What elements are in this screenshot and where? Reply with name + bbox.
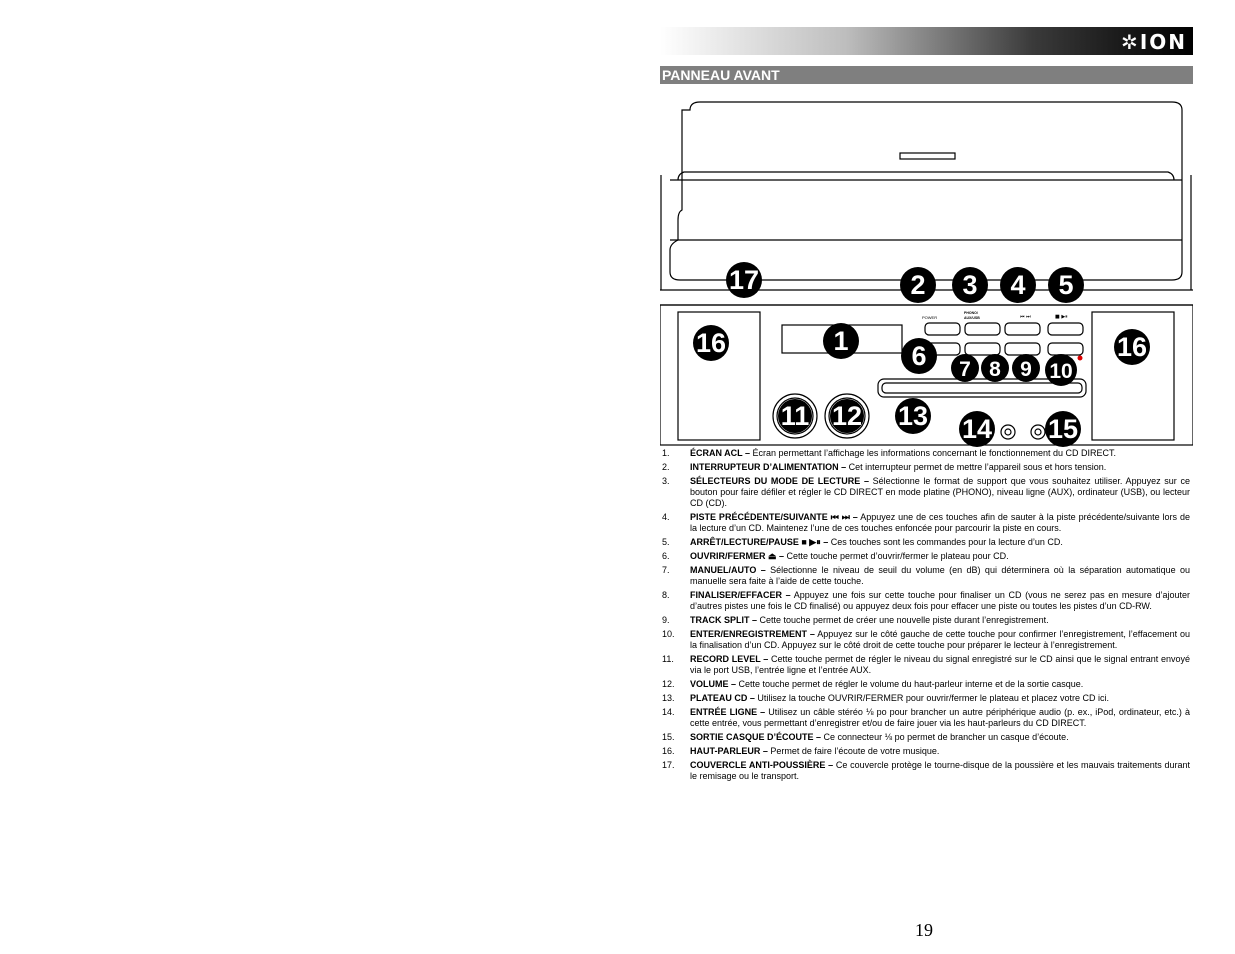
callout-16-right xyxy=(1114,329,1150,365)
list-item: 2. INTERRUPTEUR D’ALIMENTATION – Cet interrupteur permet de mettre l’appareil sous et hors tension. xyxy=(662,462,1107,472)
callout-10 xyxy=(1045,354,1077,386)
callout-12 xyxy=(830,399,864,433)
page-number: 19 xyxy=(915,920,933,940)
list-item: 14. ENTRÉE LIGNE – Utilisez un câble stéréo ⅛ po pour brancher un autre périphérique audio (p. ex., iPod, ordinateur, etc.) à cette entrée, vous permettant d’enregistrer et/ou de faire jouer via les haut-parleurs du CD DIRECT. xyxy=(662,707,1190,728)
callout-16-left xyxy=(693,325,729,361)
list-item: 16. HAUT-PARLEUR – Permet de faire l’écoute de votre musique. xyxy=(662,746,940,756)
power-label: POWER xyxy=(922,315,938,320)
svg-text:2: 2 xyxy=(910,270,926,300)
stop-play-glyph: ■ ▶⏸ xyxy=(1055,314,1068,320)
dust-cover xyxy=(670,102,1182,280)
svg-text:11: 11 xyxy=(780,401,810,431)
svg-text:3: 3 xyxy=(962,270,978,300)
callout-13 xyxy=(895,398,931,434)
svg-text:6: 6 xyxy=(911,341,927,371)
headphone-jack xyxy=(1031,425,1045,439)
list-item: 1. ÉCRAN ACL – Écran permettant l’affichage les informations concernant le fonctionnement du CD DIRECT. xyxy=(662,448,1117,458)
callout-11 xyxy=(778,399,812,433)
svg-text:16: 16 xyxy=(695,328,727,358)
ion-logo: ✲ION xyxy=(1121,30,1187,54)
callout-15 xyxy=(1045,411,1081,447)
front-panel-diagram xyxy=(660,100,1193,450)
section-title: PANNEAU AVANT xyxy=(662,67,780,83)
callout-9 xyxy=(1012,354,1040,382)
list-item: 5. ARRÊT/LECTURE/PAUSE ■ ▶⏸ – Ces touches sont les commandes pour la lecture d’un CD. xyxy=(662,537,1063,547)
svg-text:10: 10 xyxy=(1049,360,1073,383)
callout-3 xyxy=(952,267,988,303)
callout-5 xyxy=(1048,267,1084,303)
mode-label-2: AUX/USB xyxy=(964,316,980,320)
callout-6 xyxy=(901,338,937,374)
list-item: 3. SÉLECTEURS DU MODE DE LECTURE – Sélectionne le format de support que vous souhaitez utiliser. Appuyez sur ce bouton pour faire défiler et régler le CD DIRECT en mode platine (PHONO), niveau ligne (AUX), ordinateur (USB), ou lecteur CD (CD). xyxy=(662,476,1190,508)
list-item: 12. VOLUME – Cette touche permet de régler le volume du haut-parleur interne et de la sortie casque. xyxy=(662,679,1084,689)
list-item: 17. COUVERCLE ANTI-POUSSIÈRE – Ce couvercle protège le tourne-disque de la poussière et les mauvais traitements durant le remisage ou le transport. xyxy=(662,760,1190,781)
line-in-jack xyxy=(1001,425,1015,439)
list-item: 11. RECORD LEVEL – Cette touche permet de régler le niveau du signal enregistré sur le CD ainsi que le signal entrant envoyé via le port USB, l’entrée ligne et l’entrée AUX. xyxy=(662,654,1190,675)
list-item: 6. OUVRIR/FERMER ⏏ – Cette touche permet d’ouvrir/fermer le plateau pour CD. xyxy=(662,551,1009,561)
svg-text:5: 5 xyxy=(1058,270,1074,300)
svg-text:15: 15 xyxy=(1047,414,1079,444)
svg-text:17: 17 xyxy=(728,265,760,295)
svg-text:9: 9 xyxy=(1020,358,1032,381)
list-item: 15. SORTIE CASQUE D’ÉCOUTE – Ce connecteur ⅛ po permet de brancher un casque d’écoute. xyxy=(662,732,1069,742)
callout-8 xyxy=(981,354,1009,382)
svg-text:12: 12 xyxy=(831,401,863,431)
svg-text:8: 8 xyxy=(989,358,1001,381)
list-item: 7. MANUEL/AUTO – Sélectionne le niveau de seuil du volume (en dB) qui déterminera où la séparation automatique ou manuelle sera faite à l’aide de cette touche. xyxy=(662,565,1190,586)
svg-text:16: 16 xyxy=(1116,332,1148,362)
svg-text:7: 7 xyxy=(959,358,971,381)
svg-text:4: 4 xyxy=(1010,270,1026,300)
svg-text:14: 14 xyxy=(961,414,993,444)
callout-14 xyxy=(959,411,995,447)
list-item: 10. ENTER/ENREGISTREMENT – Appuyez sur le côté gauche de cette touche pour confirmer l’enregistrement, l’effacement ou la finalisation d’un CD. Appuyez sur le côté droit de cette touche pour préparer le lecteur à l’enregistrement. xyxy=(662,629,1191,650)
section-header xyxy=(660,66,1193,84)
list-item: 8. FINALISER/EFFACER – Appuyez une fois sur cette touche pour finaliser un CD (vous ne serez pas en mesure d’ajouter d’autres pistes une fois le CD finalisé) ou appuyez deux fois pour effacer une piste ou toutes les pistes d’un CD-RW. xyxy=(662,590,1190,611)
svg-text:1: 1 xyxy=(833,326,849,356)
header-bar xyxy=(660,27,1193,55)
list-item: 13. PLATEAU CD – Utilisez la touche OUVRIR/FERMER pour ouvrir/fermer le plateau et placez votre CD ici. xyxy=(662,693,1109,703)
callout-1 xyxy=(823,323,859,359)
callout-7 xyxy=(951,354,979,382)
feature-list xyxy=(662,448,1190,785)
callout-17 xyxy=(726,262,762,298)
list-item: 9. TRACK SPLIT – Cette touche permet de créer une nouvelle piste durant l’enregistrement. xyxy=(662,615,1049,625)
mode-label: PHONO/ xyxy=(964,311,978,315)
svg-text:13: 13 xyxy=(897,401,929,431)
prev-next-glyph: ⏮ ⏭ xyxy=(1020,314,1031,320)
list-item: 4. PISTE PRÉCÉDENTE/SUIVANTE ⏮ ⏭ – Appuyez une de ces touches afin de sauter à la piste précédente/suivante lors de la lecture d’un CD. Maintenez l’une de ces touches enfoncée pour parcourir la piste en cours. xyxy=(662,512,1190,533)
callout-2 xyxy=(900,267,936,303)
callout-4 xyxy=(1000,267,1036,303)
